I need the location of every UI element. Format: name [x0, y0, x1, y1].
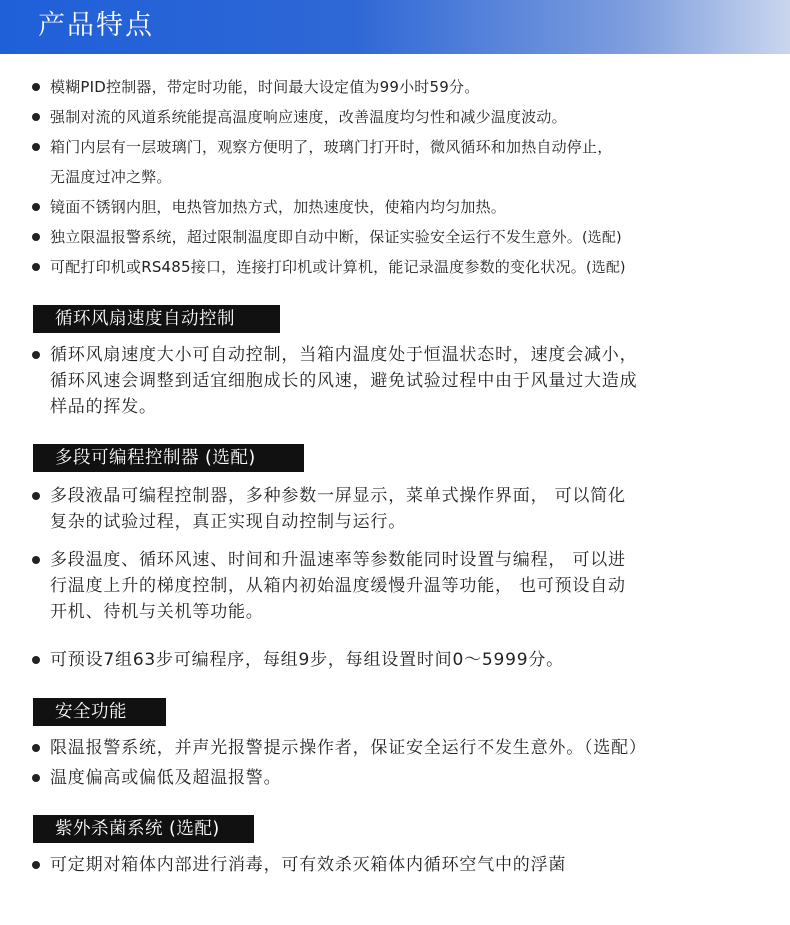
list-item-continuation: 无温度过冲之弊。	[50, 168, 172, 186]
bullet-dot	[32, 143, 40, 151]
bullet-dot	[32, 263, 40, 271]
safety-line: 温度偏高或偏低及超温报警。	[50, 768, 282, 788]
bullet-dot	[32, 351, 40, 359]
safety-line: 限温报警系统，并声光报警提示操作者，保证安全运行不发生意外。（选配）	[50, 738, 647, 758]
bullet-dot	[32, 556, 40, 564]
section-heading-program: 多段可编程控制器 (选配)	[33, 444, 304, 472]
program-line: 可预设7组63步可编程序，每组9步，每组设置时间0～5999分。	[50, 650, 564, 670]
list-item	[50, 258, 626, 277]
program-line: 多段温度、循环风速、时间和升温速率等参数能同时设置与编程， 可以进	[50, 550, 626, 570]
bullet-dot	[32, 861, 40, 869]
program-line: 行温度上升的梯度控制，从箱内初始温度缓慢升温等功能， 也可预设自动	[50, 576, 626, 596]
bullet-dot	[32, 83, 40, 91]
optional-note: (选配)	[582, 230, 622, 246]
bullet-dot	[32, 492, 40, 500]
optional-note: (选配)	[585, 260, 626, 276]
bullet-dot	[32, 774, 40, 782]
bullet-dot	[32, 744, 40, 752]
list-item-text: 可配打印机或RS485接口，连接打印机或计算机，能记录温度参数的变化状况。	[50, 258, 586, 276]
program-line: 多段液晶可编程控制器，多种参数一屏显示，菜单式操作界面， 可以简化	[50, 486, 626, 506]
fan-line: 样品的挥发。	[50, 397, 157, 417]
bullet-dot	[32, 233, 40, 241]
program-line: 开机、待机与关机等功能。	[50, 602, 264, 622]
list-item-text: 独立限温报警系统，超过限制温度即自动中断，保证实验安全运行不发生意外。	[50, 228, 583, 246]
list-item: 箱门内层有一层玻璃门，观察方便明了，玻璃门打开时，微风循环和加热自动停止，	[50, 138, 613, 156]
header-banner	[0, 0, 790, 54]
program-line: 复杂的试验过程，真正实现自动控制与运行。	[50, 512, 406, 532]
uv-line: 可定期对箱体内部进行消毒，可有效杀灭箱体内循环空气中的浮菌	[50, 855, 567, 875]
fan-line: 循环风扇速度大小可自动控制，当箱内温度处于恒温状态时，速度会减小，	[50, 345, 638, 365]
list-item	[50, 228, 622, 247]
bullet-dot	[32, 113, 40, 121]
list-item: 强制对流的风道系统能提高温度响应速度，改善温度均匀性和减少温度波动。	[50, 108, 567, 126]
list-item: 模糊PID控制器，带定时功能，时间最大设定值为99小时59分。	[50, 78, 480, 96]
section-heading-uv: 紫外杀菌系统 (选配)	[33, 815, 254, 843]
bullet-dot	[32, 656, 40, 664]
fan-line: 循环风速会调整到适宜细胞成长的风速，避免试验过程中由于风量过大造成	[50, 371, 638, 391]
section-heading-fan: 循环风扇速度自动控制	[33, 305, 280, 333]
list-item: 镜面不锈钢内胆，电热管加热方式，加热速度快，使箱内均匀加热。	[50, 198, 507, 216]
page-title: 产品特点	[38, 10, 154, 41]
section-heading-safety: 安全功能	[33, 698, 166, 726]
bullet-dot	[32, 203, 40, 211]
